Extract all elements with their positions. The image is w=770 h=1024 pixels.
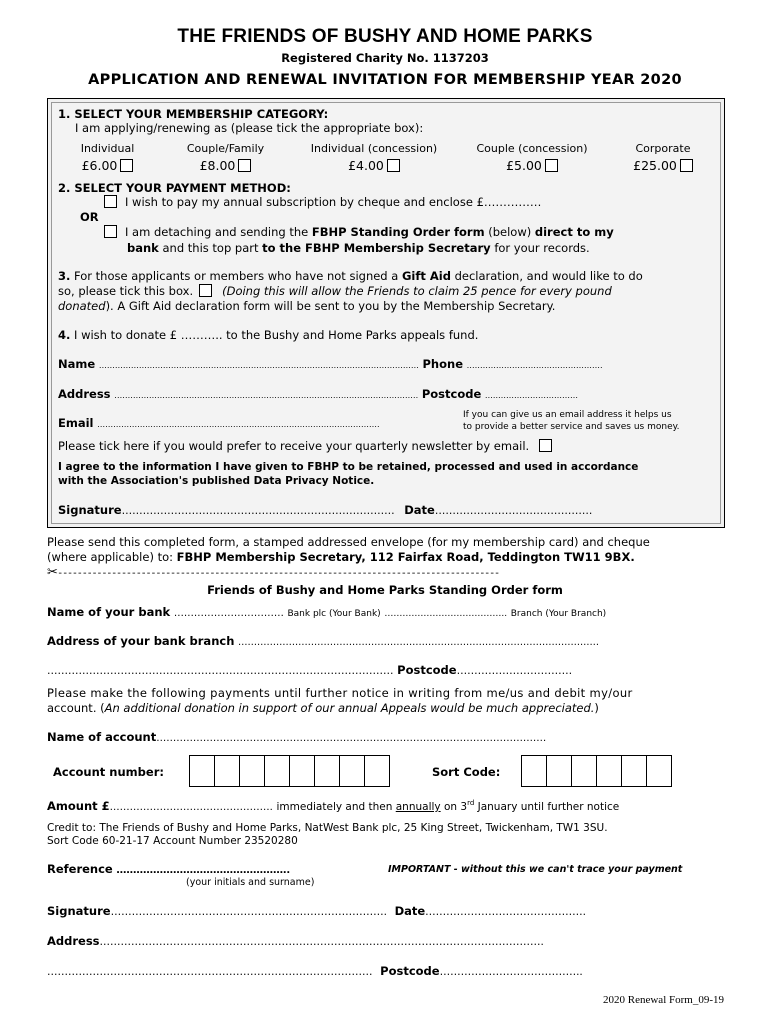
form-subtitle: APPLICATION AND RENEWAL INVITATION FOR MEMBERSHIP YEAR 2020 [88, 72, 682, 88]
consent-line1: I agree to the information I have given to FBHP to be retained, processed and used in accordance [58, 461, 639, 473]
email-note-line1: If you can give us an email address it helps us [463, 410, 672, 420]
account-digit-box[interactable] [315, 755, 340, 787]
section4-text: I wish to donate £ ……….. to the Bushy and Home Parks appeals fund. [70, 328, 479, 342]
reference-field[interactable]: ……………………………………………. [116, 865, 291, 876]
payment-option-standing-order-line2 [127, 241, 590, 255]
checkbox-couple-family[interactable] [238, 159, 251, 172]
so-text-b: FBHP Standing Order form [311, 225, 485, 239]
reference-important: IMPORTANT - without this we can't trace your payment [388, 864, 683, 875]
account-digit-box[interactable] [340, 755, 365, 787]
section1-heading: 1. SELECT YOUR MEMBERSHIP CATEGORY: [58, 107, 329, 121]
so-address-row [47, 934, 544, 948]
sort-digit-box[interactable] [597, 755, 622, 787]
sort-code-boxes[interactable] [521, 755, 672, 787]
bank-plc: Bank plc (Your Bank) [287, 609, 381, 619]
so-signature-row [47, 904, 586, 918]
bank-postcode-row [47, 663, 572, 677]
checkbox-corporate[interactable] [680, 159, 693, 172]
sort-digit-box[interactable] [622, 755, 647, 787]
newsletter-text: Please tick here if you would prefer to receive your quarterly newsletter by email. [58, 439, 530, 453]
category-individual-concession [300, 142, 448, 173]
account-digit-box[interactable] [290, 755, 315, 787]
so-address-field-2[interactable]: ………………………………………………………………………………… [47, 966, 373, 978]
payment-option-cheque [104, 195, 541, 209]
section3-line3 [58, 299, 555, 313]
so-address-field[interactable]: ………………………………………………………………………………………………………………. [99, 936, 544, 948]
category-price: £5.00 [506, 158, 542, 173]
category-price: £4.00 [348, 158, 384, 173]
bank-address-row [47, 634, 599, 648]
phone-label: Phone [422, 357, 463, 371]
instr-b: An additional donation in support of our annual Appeals would be much appreciated. [104, 701, 595, 715]
phone-field[interactable]: …………………………………………… [466, 361, 603, 370]
bank-label: Name of your bank [47, 605, 171, 619]
category-couple-concession [466, 142, 598, 173]
category-label: Individual [80, 142, 135, 155]
section4-num: 4. [58, 328, 71, 342]
instruction-line2 [47, 701, 599, 715]
account-digit-box[interactable] [240, 755, 265, 787]
so-postcode-field[interactable]: ………………………………….. [439, 966, 583, 978]
section3-text-c: so, please tick this box. [58, 284, 194, 298]
so-date-field[interactable]: ………………………………………. [425, 906, 587, 918]
email-field-row [58, 416, 380, 430]
account-number-boxes[interactable] [189, 755, 390, 787]
name-label: Name [58, 357, 96, 371]
account-name-label: Name of account [47, 730, 157, 744]
so-date-label: Date [394, 904, 426, 918]
category-label: Couple/Family [186, 142, 265, 155]
so-text-e: bank [127, 241, 159, 255]
send-line2 [47, 550, 635, 564]
standing-order-title: Friends of Bushy and Home Parks Standing Order form [207, 583, 563, 597]
category-price: £8.00 [199, 158, 236, 173]
credit-line1: Credit to: The Friends of Bushy and Home Parks, NatWest Bank plc, 25 King Street, Twickenham, TW1 3SU. [47, 822, 608, 834]
reference-row [47, 862, 290, 876]
instr-a: account. ( [47, 701, 105, 715]
checkbox-couple-concession[interactable] [545, 159, 558, 172]
postcode-label: Postcode [421, 387, 482, 401]
checkbox-newsletter[interactable] [539, 439, 552, 452]
or-label: OR [80, 210, 99, 224]
checkbox-standing-order[interactable] [104, 225, 117, 238]
name-field-row [58, 357, 603, 371]
bank-postcode-label: Postcode [397, 663, 457, 677]
checkbox-individual[interactable] [120, 159, 133, 172]
cheque-text: I wish to pay my annual subscription by cheque and enclose £…………… [125, 195, 542, 209]
bank-address-field-2[interactable]: ……………………………………………………………………………………… [47, 665, 394, 677]
sort-digit-box[interactable] [547, 755, 572, 787]
sort-digit-box[interactable] [521, 755, 547, 787]
send-address: FBHP Membership Secretary, 112 Fairfax Road, Teddington TW11 9BX. [176, 550, 635, 564]
so-text-a: I am detaching and sending the [125, 225, 312, 239]
branch-field[interactable]: ………………………………….. [384, 609, 508, 619]
category-couple-family [168, 142, 283, 173]
so-text-h: for your records. [490, 241, 590, 255]
sort-digit-box[interactable] [647, 755, 672, 787]
so-text-g: to the FBHP Membership Secretary [262, 241, 491, 255]
cut-line [47, 565, 500, 580]
account-name-field[interactable]: ……………………………………………………………………………………………………… [156, 733, 547, 744]
bank-postcode-field[interactable]: …………………………… [456, 665, 573, 677]
section4-donation [58, 328, 478, 342]
category-corporate [622, 142, 704, 173]
send-text: (where applicable) to: [47, 550, 177, 564]
signature-label: Signature [58, 503, 122, 517]
amount-text2: on 3 [440, 801, 468, 813]
email-label: Email [58, 416, 94, 430]
bank-name-row [47, 605, 606, 619]
sort-digit-box[interactable] [572, 755, 597, 787]
account-number-label: Account number: [53, 765, 164, 779]
amount-field[interactable]: …………………………………………. [109, 802, 273, 813]
bank-address-label: Address of your bank branch [47, 634, 235, 648]
so-address-label: Address [47, 934, 100, 948]
page-title: THE FRIENDS OF BUSHY AND HOME PARKS [177, 26, 593, 47]
category-label: Corporate [635, 142, 691, 155]
so-text-c: (below) [484, 225, 535, 239]
payment-option-standing-order [104, 225, 614, 239]
credit-line2: Sort Code 60-21-17 Account Number 23520280 [47, 835, 298, 847]
so-postcode-row [47, 964, 583, 978]
consent-line2: with the Association's published Data Privacy Notice. [58, 475, 375, 487]
footer-version: 2020 Renewal Form_09-19 [603, 994, 724, 1006]
newsletter-row [58, 439, 552, 453]
amount-text3: January until further notice [474, 801, 620, 813]
checkbox-cheque[interactable] [104, 195, 117, 208]
so-postcode-label: Postcode [380, 964, 440, 978]
address-field-row [58, 387, 578, 401]
scissors-icon: ✂ [47, 565, 59, 580]
section3-num: 3. [58, 269, 71, 283]
name-field[interactable]: ………………………………………………………………………………………………………… [98, 361, 419, 370]
charity-number: Registered Charity No. 1137203 [281, 51, 489, 65]
address-label: Address [58, 387, 111, 401]
amount-text1: immediately and then [276, 801, 396, 813]
section1-intro: I am applying/renewing as (please tick the appropriate box): [75, 121, 424, 135]
branch-label: Branch (Your Branch) [510, 609, 607, 619]
so-text-d: direct to my [534, 225, 614, 239]
category-label: Couple (concession) [476, 142, 588, 155]
section3-line1 [58, 269, 643, 283]
amount-sup: rd [467, 799, 475, 808]
email-field[interactable]: ……………….…………………………………………………………………………… [97, 420, 380, 429]
amount-label: Amount £ [47, 799, 110, 813]
checkbox-individual-concession[interactable] [387, 159, 400, 172]
date-label: Date [404, 503, 435, 517]
bank-address-field[interactable]: …………………………………………………………………………………………………… [238, 637, 600, 648]
section3-text-d: (Doing this will allow the Friends to claim 25 pence for every pound [222, 284, 612, 298]
dashes: ------------------------------------------------------------------------------------------ [58, 568, 501, 579]
postcode-field[interactable]: …..………………………… [484, 391, 579, 400]
date-field[interactable]: ……………………………………… [434, 505, 593, 517]
section3-text-f: ). A Gift Aid declaration form will be sent to you by the Membership Secretary. [105, 299, 556, 313]
section3-line2 [58, 284, 612, 298]
category-price: £25.00 [633, 158, 677, 173]
instr-c: ) [594, 701, 599, 715]
category-price: £6.00 [81, 158, 118, 173]
email-note [463, 409, 680, 433]
account-digit-box[interactable] [265, 755, 290, 787]
so-text-f: and this top part [158, 241, 263, 255]
checkbox-gift-aid[interactable] [199, 284, 212, 297]
gift-aid-label: Gift Aid [401, 269, 451, 283]
sort-code-label: Sort Code: [432, 765, 501, 779]
instruction-line1: Please make the following payments until further notice in writing from me/us and debit my/our [47, 686, 633, 700]
so-signature-label: Signature [47, 904, 111, 918]
bank-field[interactable]: …………………………… [173, 608, 284, 619]
section2-heading: 2. SELECT YOUR PAYMENT METHOD: [58, 181, 291, 195]
section3-text-e: donated [58, 299, 106, 313]
email-note-line2: to provide a better service and saves us money. [463, 422, 680, 432]
category-label: Individual (concession) [310, 142, 438, 155]
send-line1: Please send this completed form, a stamped addressed envelope (for my membership card) and cheque [47, 535, 650, 549]
category-individual [60, 142, 155, 173]
account-digit-box[interactable] [189, 755, 215, 787]
section3-text-b: declaration, and would like to do [450, 269, 643, 283]
account-digit-box[interactable] [365, 755, 390, 787]
amount-annually: annually [395, 801, 441, 813]
section3-text-a: For those applicants or members who have not signed a [70, 269, 402, 283]
account-digit-box[interactable] [215, 755, 240, 787]
address-field[interactable]: …………………………………………………………………………………………………… [114, 391, 419, 400]
reference-label: Reference [47, 862, 113, 876]
amount-row [47, 799, 619, 813]
account-name-row [47, 730, 546, 744]
so-signature-field[interactable]: ……………………………………………………………………. [110, 906, 387, 918]
reference-sub: (your initials and surname) [186, 877, 315, 888]
signature-field[interactable]: …………………………………………………………………… [121, 505, 395, 517]
signature-row [58, 503, 592, 517]
